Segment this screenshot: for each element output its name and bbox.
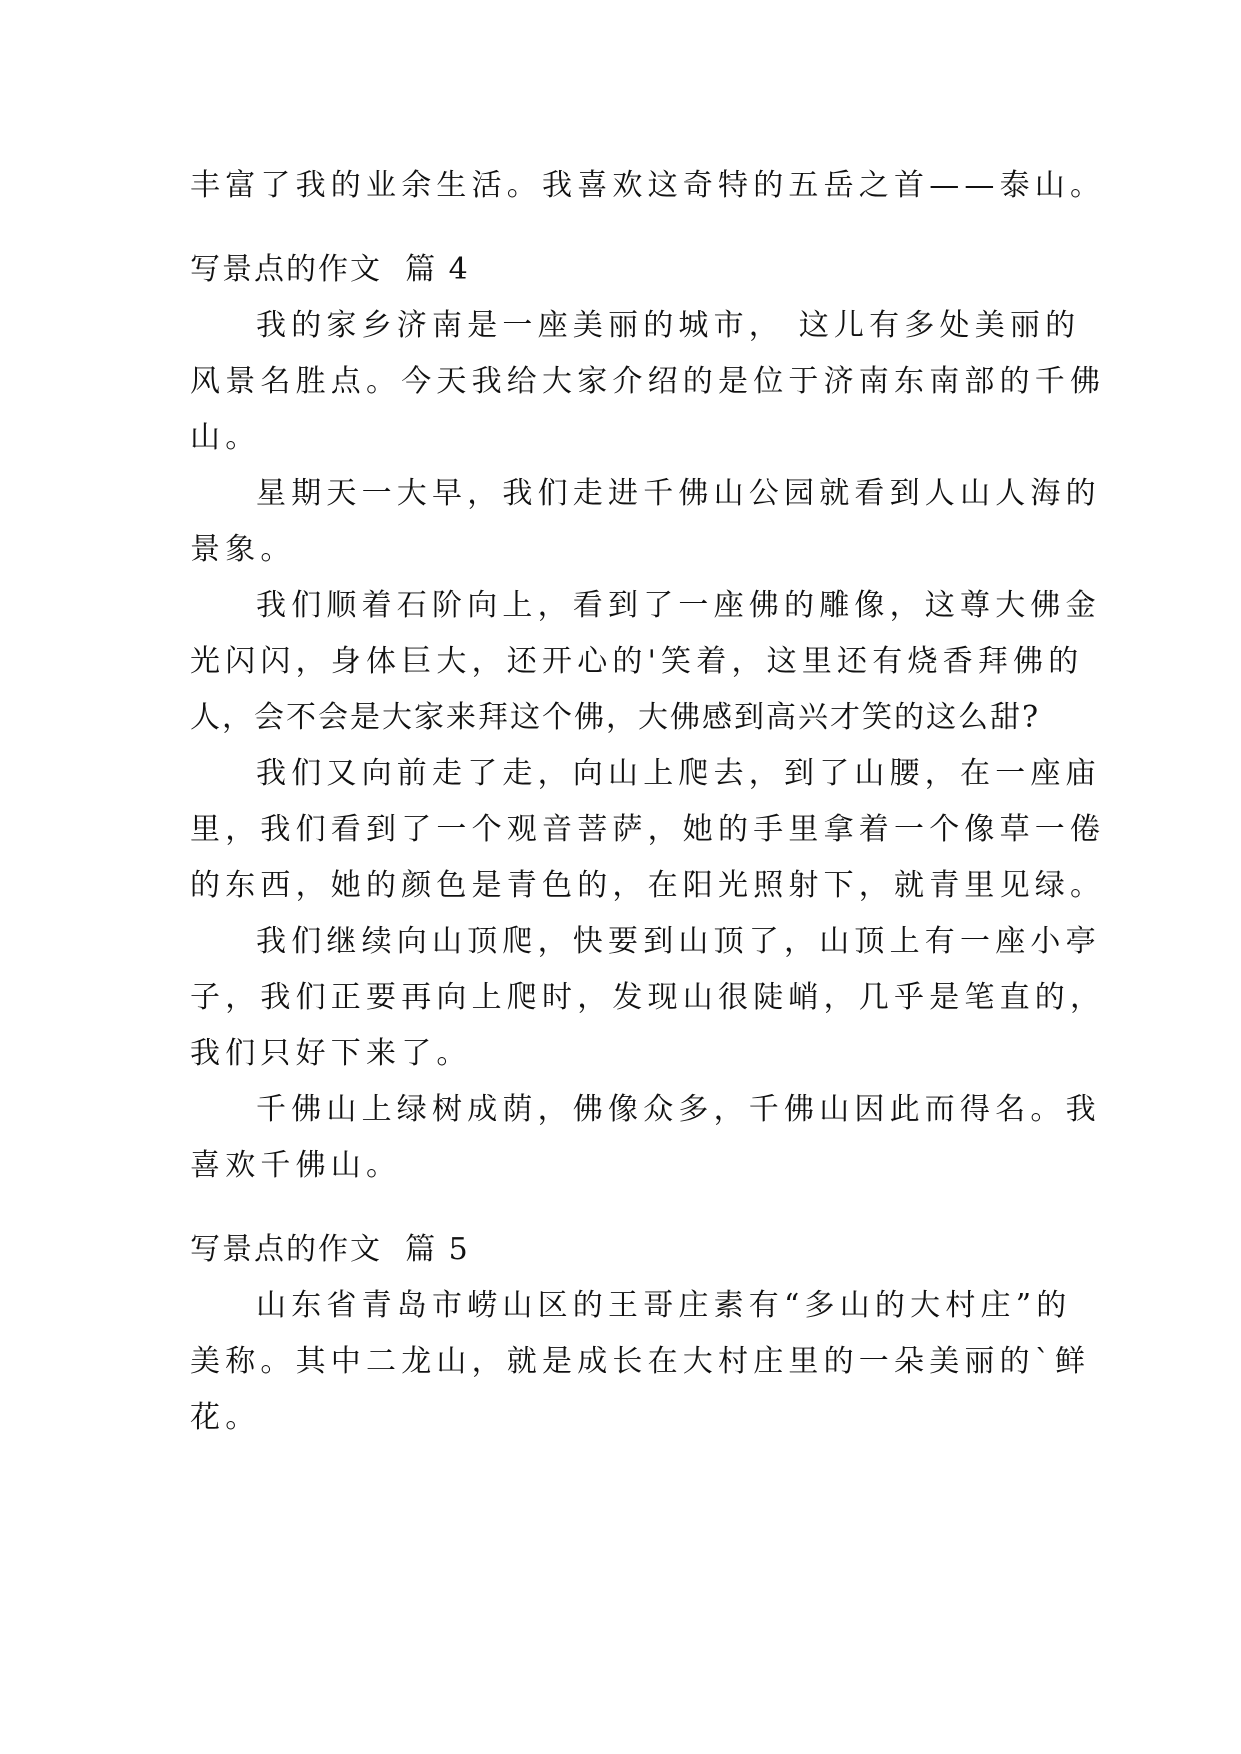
paragraph-line: 山。 [190, 420, 261, 455]
paragraph-line: 美称。其中二龙山，就是成长在大村庄里的一朵美丽的`鲜 [190, 1344, 1091, 1379]
paragraph-line: 喜欢千佛山。 [190, 1148, 402, 1183]
paragraph-line: 子，我们正要再向上爬时，发现山很陡峭，几乎是笔直的， [190, 980, 1106, 1015]
paragraph-line: 我的家乡济南是一座美丽的城市， 这儿有多处美丽的 [256, 308, 1081, 343]
paragraph-line: 花。 [190, 1400, 261, 1435]
section-title: 写景点的作文 篇 5 [190, 1232, 470, 1267]
section-title: 写景点的作文 篇 4 [190, 252, 470, 287]
paragraph-line: 人，会不会是大家来拜这个佛，大佛感到高兴才笑的这么甜? [190, 700, 1041, 735]
paragraph-line: 的东西，她的颜色是青色的，在阳光照射下，就青里见绿。 [190, 868, 1106, 903]
paragraph-line: 丰富了我的业余生活。我喜欢这奇特的五岳之首——泰山。 [190, 168, 1106, 203]
paragraph-line: 景象。 [190, 532, 296, 567]
paragraph-line: 星期天一大早，我们走进千佛山公园就看到人山人海的 [256, 476, 1101, 511]
paragraph-line: 我们顺着石阶向上，看到了一座佛的雕像，这尊大佛金 [256, 588, 1101, 623]
paragraph-line: 里，我们看到了一个观音菩萨，她的手里拿着一个像草一倦 [190, 812, 1106, 847]
paragraph-line: 光闪闪，身体巨大，还开心的'笑着，这里还有烧香拜佛的 [190, 644, 1084, 679]
paragraph-line: 千佛山上绿树成荫，佛像众多，千佛山因此而得名。我 [256, 1092, 1101, 1127]
paragraph-line: 我们继续向山顶爬，快要到山顶了，山顶上有一座小亭 [256, 924, 1101, 959]
paragraph-line: 我们只好下来了。 [190, 1036, 472, 1071]
paragraph-line: 我们又向前走了走，向山上爬去，到了山腰，在一座庙 [256, 756, 1101, 791]
paragraph-line: 风景名胜点。今天我给大家介绍的是位于济南东南部的千佛 [190, 364, 1106, 399]
paragraph-line: 山东省青岛市崂山区的王哥庄素有“多山的大村庄”的 [256, 1288, 1072, 1323]
